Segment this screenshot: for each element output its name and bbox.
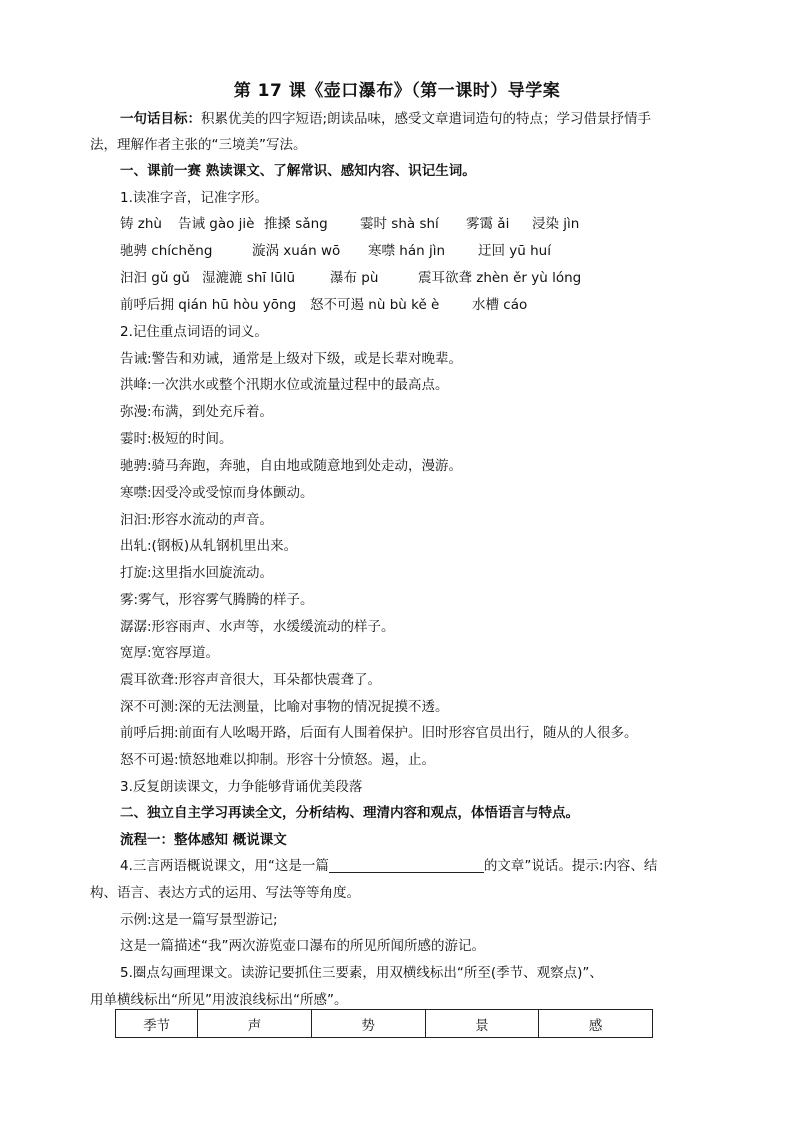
definition-item: 告诫:警告和劝诫，通常是上级对下级，或是长辈对晚辈。 (120, 351, 463, 367)
table-header-cell: 声 (198, 1010, 312, 1038)
vocab-item: 驰骋 chíchěng (120, 243, 213, 259)
vocab-item: 前呼后拥 qián hū hòu yōng (120, 297, 297, 313)
vocab-item: 寒噤 hán jìn (368, 243, 446, 259)
goal-line-2: 法，理解作者主张的“三境美”写法。 (90, 137, 307, 153)
vocab-item: 漩涡 xuán wō (252, 243, 341, 259)
flow1-heading: 流程一：整体感知 概说课文 (120, 832, 287, 848)
q4-line-1 (120, 857, 657, 875)
vocab-item: 怒不可遏 nù bù kě è (310, 297, 440, 313)
vocab-item: 湿漉漉 shī lūlū (202, 270, 296, 286)
vocab-item: 浸染 jìn (532, 216, 580, 232)
vocab-item: 告诫 gào jiè (178, 216, 255, 232)
goal-text-1: 积累优美的四字短语;朗读品味，感受文章遣词造句的特点；学习借景抒情手 (201, 111, 652, 127)
vocab-item: 雾霭 ǎi (466, 216, 510, 232)
definition-item: 前呼后拥:前面有人吆喝开路，后面有人围着保护。旧时形容官员出行，随从的人很多。 (120, 725, 638, 741)
definition-item: 震耳欲聋:形容声音很大，耳朵都快震聋了。 (120, 672, 382, 688)
q4-text-post: 的文章”说话。提示:内容、结 (483, 858, 658, 874)
table-header-cell: 势 (311, 1010, 425, 1038)
table-header-cell: 景 (425, 1010, 539, 1038)
table-header-cell: 感 (539, 1010, 653, 1038)
definition-item: 深不可测:深的无法测量，比喻对事物的情况捉摸不透。 (120, 699, 449, 715)
definition-item: 打旋:这里指水回旋流动。 (120, 565, 274, 581)
vocab-item: 水槽 cáo (472, 297, 528, 313)
table-header-cell: 季节 (116, 1010, 198, 1038)
definition-item: 出轧:(钢板)从轧钢机里出来。 (120, 538, 298, 554)
page-title: 第 17 课《壶口瀑布》（第一课时）导学案 (233, 81, 561, 101)
q1-prompt: 1.读准字音，记准字形。 (120, 190, 268, 206)
definition-item: 弥漫:布满，到处充斥着。 (120, 404, 274, 420)
example-2: 这是一篇描述“我”两次游览壶口瀑布的所见所闻所感的游记。 (120, 938, 485, 954)
section1-heading: 一、课前一赛 熟读课文、了解常识、感知内容、识记生词。 (120, 163, 476, 179)
goal-label: 一句话目标： (120, 111, 201, 127)
definition-item: 霎时:极短的时间。 (120, 431, 233, 447)
example-1: 示例:这是一篇写景型游记; (120, 912, 278, 928)
section2-heading: 二、独立自主学习再读全文，分析结构、理清内容和观点，体悟语言与特点。 (120, 805, 579, 821)
goal-line-1 (120, 110, 651, 128)
q2-prompt: 2.记住重点词语的词义。 (120, 324, 268, 340)
q4-text-pre: 4.三言两语概说课文，用“这是一篇 (120, 858, 329, 874)
q4-line-2: 构、语言、表达方式的运用、写法等等角度。 (90, 885, 360, 901)
answer-blank[interactable] (329, 858, 484, 873)
definition-item: 驰骋:骑马奔跑，奔驰，自由地或随意地到处走动，漫游。 (120, 458, 463, 474)
definition-item: 宽厚:宽容厚道。 (120, 645, 220, 661)
analysis-table (115, 1009, 653, 1038)
q3-prompt: 3.反复朗读课文，力争能够背诵优美段落 (120, 779, 363, 795)
vocab-item: 霎时 shà shí (360, 216, 439, 232)
definition-item: 怒不可遏:愤怒地难以抑制。形容十分愤怒。遏，止。 (120, 752, 436, 768)
definition-item: 汩汩:形容水流动的声音。 (120, 512, 274, 528)
vocab-item: 迂回 yū huí (478, 243, 551, 259)
vocab-item: 推搡 sǎng (264, 216, 328, 232)
definition-item: 寒噤:因受冷或受惊而身体颤动。 (120, 485, 314, 501)
definition-item: 雾:雾气，形容雾气腾腾的样子。 (120, 592, 314, 608)
vocab-item: 铸 zhù (120, 216, 162, 232)
vocab-item: 汩汩 gǔ gǔ (120, 270, 190, 286)
q5-line-2: 用单横线标出“所见”用波浪线标出“所感”。 (90, 992, 348, 1008)
definition-item: 潺潺:形容雨声、水声等，水缓缓流动的样子。 (120, 619, 395, 635)
q5-line-1: 5.圈点勾画理课文。读游记要抓住三要素，用双横线标出“所至(季节、观察点)”、 (120, 965, 603, 981)
vocab-item: 震耳欲聋 zhèn ěr yù lóng (418, 270, 582, 286)
vocab-item: 瀑布 pù (330, 270, 379, 286)
definition-item: 洪峰:一次洪水或整个汛期水位或流量过程中的最高点。 (120, 377, 449, 393)
table-header-row (116, 1010, 653, 1038)
